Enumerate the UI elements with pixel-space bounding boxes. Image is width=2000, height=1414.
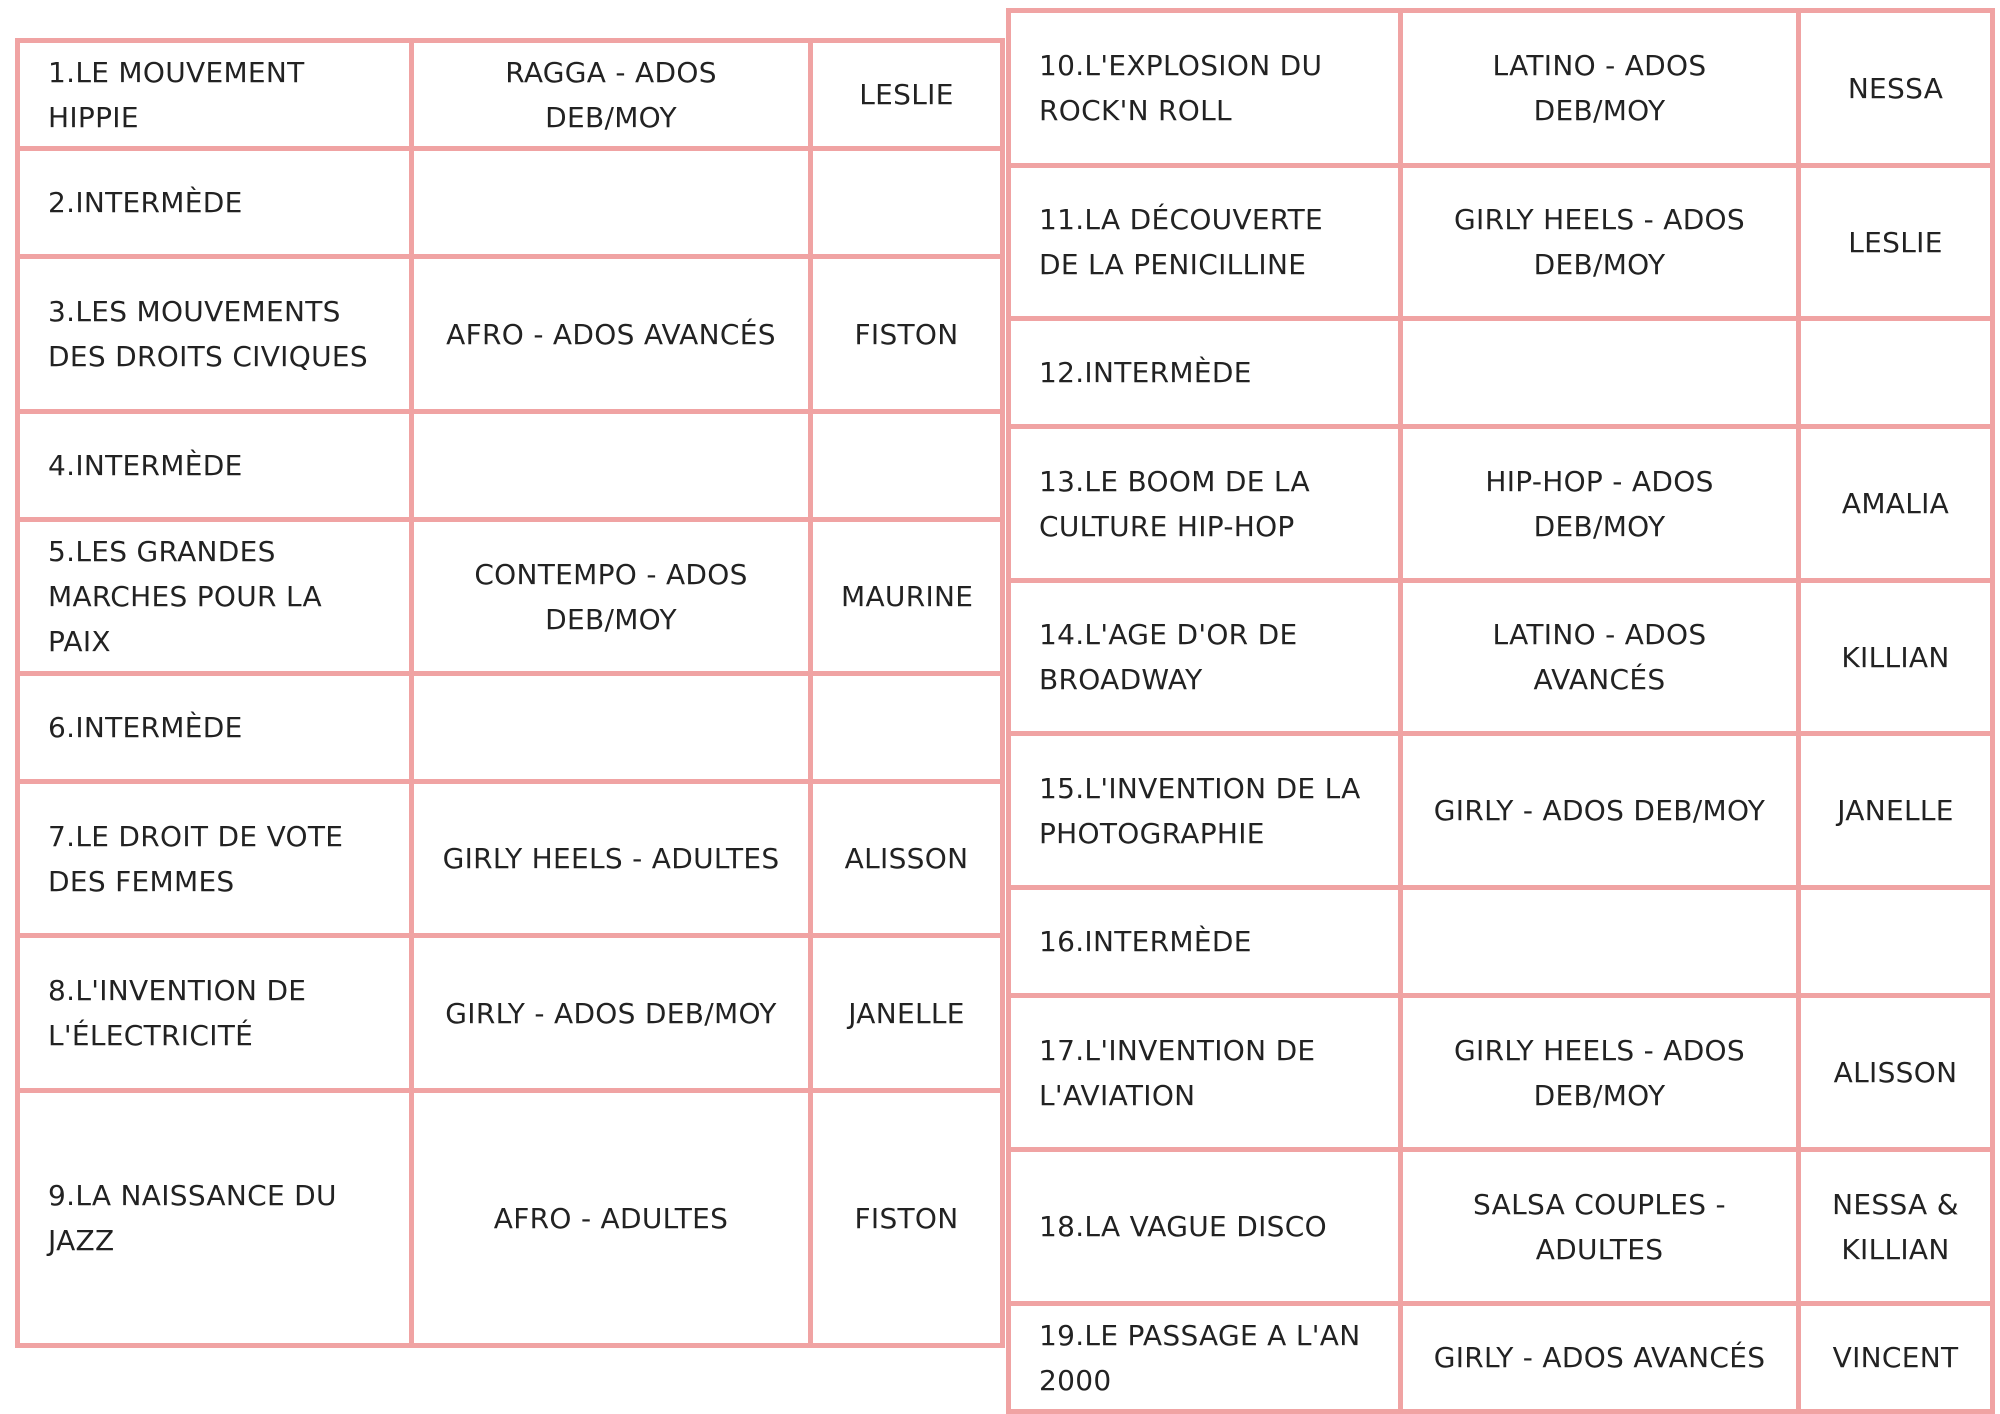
act-title: 1.LE MOUVEMENT HIPPIE: [18, 41, 412, 149]
act-title: 2.INTERMÈDE: [18, 149, 412, 257]
table-row: [1009, 166, 1993, 319]
teacher-name: LESLIE: [1799, 166, 1993, 319]
dance-style: [1401, 319, 1799, 427]
table-row: [18, 520, 1003, 674]
teacher-name: [1799, 888, 1993, 996]
table-row: [1009, 996, 1993, 1150]
table-row: [18, 257, 1003, 412]
dance-style: [412, 674, 811, 782]
act-title: 16.INTERMÈDE: [1009, 888, 1401, 996]
dance-style: GIRLY HEELS - ADOS DEB/MOY: [1401, 996, 1799, 1150]
act-title: 13.LE BOOM DE LA CULTURE HIP-HOP: [1009, 427, 1401, 581]
act-title: 3.LES MOUVEMENTS DES DROITS CIVIQUES: [18, 257, 412, 412]
teacher-name: [811, 149, 1003, 257]
teacher-name: LESLIE: [811, 41, 1003, 149]
teacher-name: ALISSON: [1799, 996, 1993, 1150]
table-row: [18, 782, 1003, 936]
table-row: [1009, 11, 1993, 166]
teacher-name: FISTON: [811, 1091, 1003, 1346]
dance-style: AFRO - ADOS AVANCÉS: [412, 257, 811, 412]
act-title: 11.LA DÉCOUVERTE DE LA PENICILLINE: [1009, 166, 1401, 319]
teacher-name: FISTON: [811, 257, 1003, 412]
dance-style: GIRLY HEELS - ADULTES: [412, 782, 811, 936]
table-row: [1009, 734, 1993, 888]
dance-style: GIRLY - ADOS DEB/MOY: [1401, 734, 1799, 888]
act-title: 8.L'INVENTION DE L'ÉLECTRICITÉ: [18, 936, 412, 1091]
act-title: 14.L'AGE D'OR DE BROADWAY: [1009, 581, 1401, 734]
program-table-right: [1006, 8, 1995, 1414]
dance-style: [1401, 888, 1799, 996]
act-title: 17.L'INVENTION DE L'AVIATION: [1009, 996, 1401, 1150]
dance-style: CONTEMPO - ADOS DEB/MOY: [412, 520, 811, 674]
teacher-name: MAURINE: [811, 520, 1003, 674]
act-title: 12.INTERMÈDE: [1009, 319, 1401, 427]
table-row: [1009, 1150, 1993, 1304]
act-title: 9.LA NAISSANCE DU JAZZ: [18, 1091, 412, 1346]
dance-style: [412, 412, 811, 520]
table-row: [18, 149, 1003, 257]
table-row: [18, 674, 1003, 782]
table-row: [18, 1091, 1003, 1346]
act-title: 19.LE PASSAGE A L'AN 2000: [1009, 1304, 1401, 1412]
act-title: 10.L'EXPLOSION DU ROCK'N ROLL: [1009, 11, 1401, 166]
teacher-name: KILLIAN: [1799, 581, 1993, 734]
teacher-name: VINCENT: [1799, 1304, 1993, 1412]
teacher-name: AMALIA: [1799, 427, 1993, 581]
teacher-name: [811, 412, 1003, 520]
dance-style: GIRLY - ADOS AVANCÉS: [1401, 1304, 1799, 1412]
table-row: [18, 41, 1003, 149]
table-row: [18, 936, 1003, 1091]
act-title: 6.INTERMÈDE: [18, 674, 412, 782]
teacher-name: ALISSON: [811, 782, 1003, 936]
dance-style: SALSA COUPLES - ADULTES: [1401, 1150, 1799, 1304]
table-row: [1009, 319, 1993, 427]
teacher-name: JANELLE: [1799, 734, 1993, 888]
teacher-name: JANELLE: [811, 936, 1003, 1091]
table-row: [1009, 427, 1993, 581]
act-title: 15.L'INVENTION DE LA PHOTOGRAPHIE: [1009, 734, 1401, 888]
dance-style: LATINO - ADOS AVANCÉS: [1401, 581, 1799, 734]
table-row: [1009, 581, 1993, 734]
teacher-name: [811, 674, 1003, 782]
dance-style: LATINO - ADOS DEB/MOY: [1401, 11, 1799, 166]
teacher-name: [1799, 319, 1993, 427]
table-row: [1009, 1304, 1993, 1412]
act-title: 7.LE DROIT DE VOTE DES FEMMES: [18, 782, 412, 936]
dance-style: [412, 149, 811, 257]
act-title: 18.LA VAGUE DISCO: [1009, 1150, 1401, 1304]
teacher-name: NESSA: [1799, 11, 1993, 166]
program-table-left: [15, 38, 1005, 1348]
table-row: [1009, 888, 1993, 996]
act-title: 5.LES GRANDES MARCHES POUR LA PAIX: [18, 520, 412, 674]
teacher-name: NESSA & KILLIAN: [1799, 1150, 1993, 1304]
dance-style: AFRO - ADULTES: [412, 1091, 811, 1346]
act-title: 4.INTERMÈDE: [18, 412, 412, 520]
dance-style: GIRLY HEELS - ADOS DEB/MOY: [1401, 166, 1799, 319]
dance-style: HIP-HOP - ADOS DEB/MOY: [1401, 427, 1799, 581]
table-row: [18, 412, 1003, 520]
dance-style: RAGGA - ADOS DEB/MOY: [412, 41, 811, 149]
dance-style: GIRLY - ADOS DEB/MOY: [412, 936, 811, 1091]
